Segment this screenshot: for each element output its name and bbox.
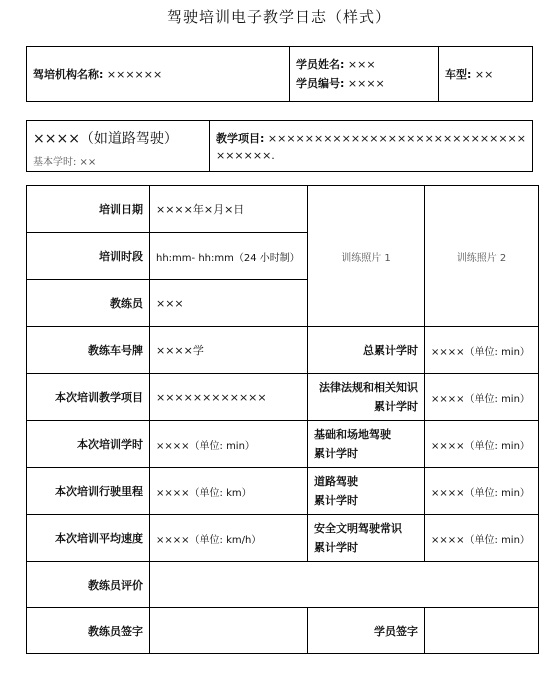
page-title: 驾驶培训电子教学日志（样式） <box>166 8 391 26</box>
training-photo-1: 训练照片 1 <box>308 186 425 327</box>
date-label: 培训日期 <box>27 186 150 233</box>
coach-sign-label: 教练员签字 <box>27 608 150 654</box>
coach-label: 教练员 <box>27 280 150 327</box>
evaluation-field[interactable] <box>150 562 539 608</box>
student-name-label: 学员姓名: <box>296 58 345 71</box>
total-hours-value: ××××（单位: min） <box>425 327 539 374</box>
road-label-line2: 累计学时 <box>314 494 358 507</box>
car-type-value: ×× <box>474 68 494 81</box>
student-no-value: ×××× <box>347 77 385 90</box>
course-table <box>26 120 533 172</box>
mileage-label: 本次培训行驶里程 <box>27 468 150 515</box>
project-label: 本次培训教学项目 <box>27 374 150 421</box>
student-sign-label: 学员签字 <box>308 608 425 654</box>
school-cell <box>27 47 290 102</box>
road-label-line1: 道路驾驶 <box>314 475 358 488</box>
safety-label-line1: 安全文明驾驶常识 <box>314 522 402 535</box>
law-label-line2: 累计学时 <box>374 400 418 413</box>
total-hours-label: 总累计学时 <box>308 327 425 374</box>
safety-label-line2: 累计学时 <box>314 541 358 554</box>
project-value: ×××××××××××× <box>150 374 308 421</box>
field-hours-value: ××××（单位: min） <box>425 421 539 468</box>
session-hours-label: 本次培训学时 <box>27 421 150 468</box>
road-hours-label <box>308 468 425 515</box>
safety-hours-value: ××××（单位: min） <box>425 515 539 562</box>
course-name: ××××（如道路驾驶） <box>33 131 178 147</box>
coach-sign-field[interactable] <box>150 608 308 654</box>
course-project-cell <box>210 121 533 172</box>
law-label-line1: 法律法规和相关知识 <box>319 381 418 394</box>
speed-value: ××××（单位: km/h） <box>150 515 308 562</box>
main-table <box>26 185 539 654</box>
course-project-label: 教学项目: <box>216 132 265 145</box>
header-table <box>26 46 533 102</box>
evaluation-label: 教练员评价 <box>27 562 150 608</box>
course-name-cell <box>27 121 210 172</box>
student-cell <box>290 47 439 102</box>
coach-value: ××× <box>150 280 308 327</box>
student-name-value: ××× <box>347 58 376 71</box>
time-label: 培训时段 <box>27 233 150 280</box>
law-hours-label <box>308 374 425 421</box>
student-sign-field[interactable] <box>425 608 539 654</box>
mileage-value: ××××（单位: km） <box>150 468 308 515</box>
time-value: hh:mm- hh:mm（24 小时制） <box>150 233 308 280</box>
field-label-line2: 累计学时 <box>314 447 358 460</box>
plate-label: 教练车号牌 <box>27 327 150 374</box>
plate-value: ××××学 <box>150 327 308 374</box>
safety-hours-label <box>308 515 425 562</box>
session-hours-value: ××××（单位: min） <box>150 421 308 468</box>
training-photo-2: 训练照片 2 <box>425 186 539 327</box>
date-value: ××××年×月×日 <box>150 186 308 233</box>
course-project-value: ××××××××××××××××××××××××××××××××××. <box>216 132 526 162</box>
student-no-label: 学员编号: <box>296 77 345 90</box>
basic-hours: 基本学时: ×× <box>33 157 97 168</box>
school-label: 驾培机构名称: <box>33 68 104 81</box>
car-type-cell <box>439 47 533 102</box>
road-hours-value: ××××（单位: min） <box>425 468 539 515</box>
school-value: ×××××× <box>106 68 163 81</box>
speed-label: 本次培训平均速度 <box>27 515 150 562</box>
law-hours-value: ××××（单位: min） <box>425 374 539 421</box>
car-type-label: 车型: <box>445 68 472 81</box>
field-hours-label <box>308 421 425 468</box>
field-label-line1: 基础和场地驾驶 <box>314 428 391 441</box>
